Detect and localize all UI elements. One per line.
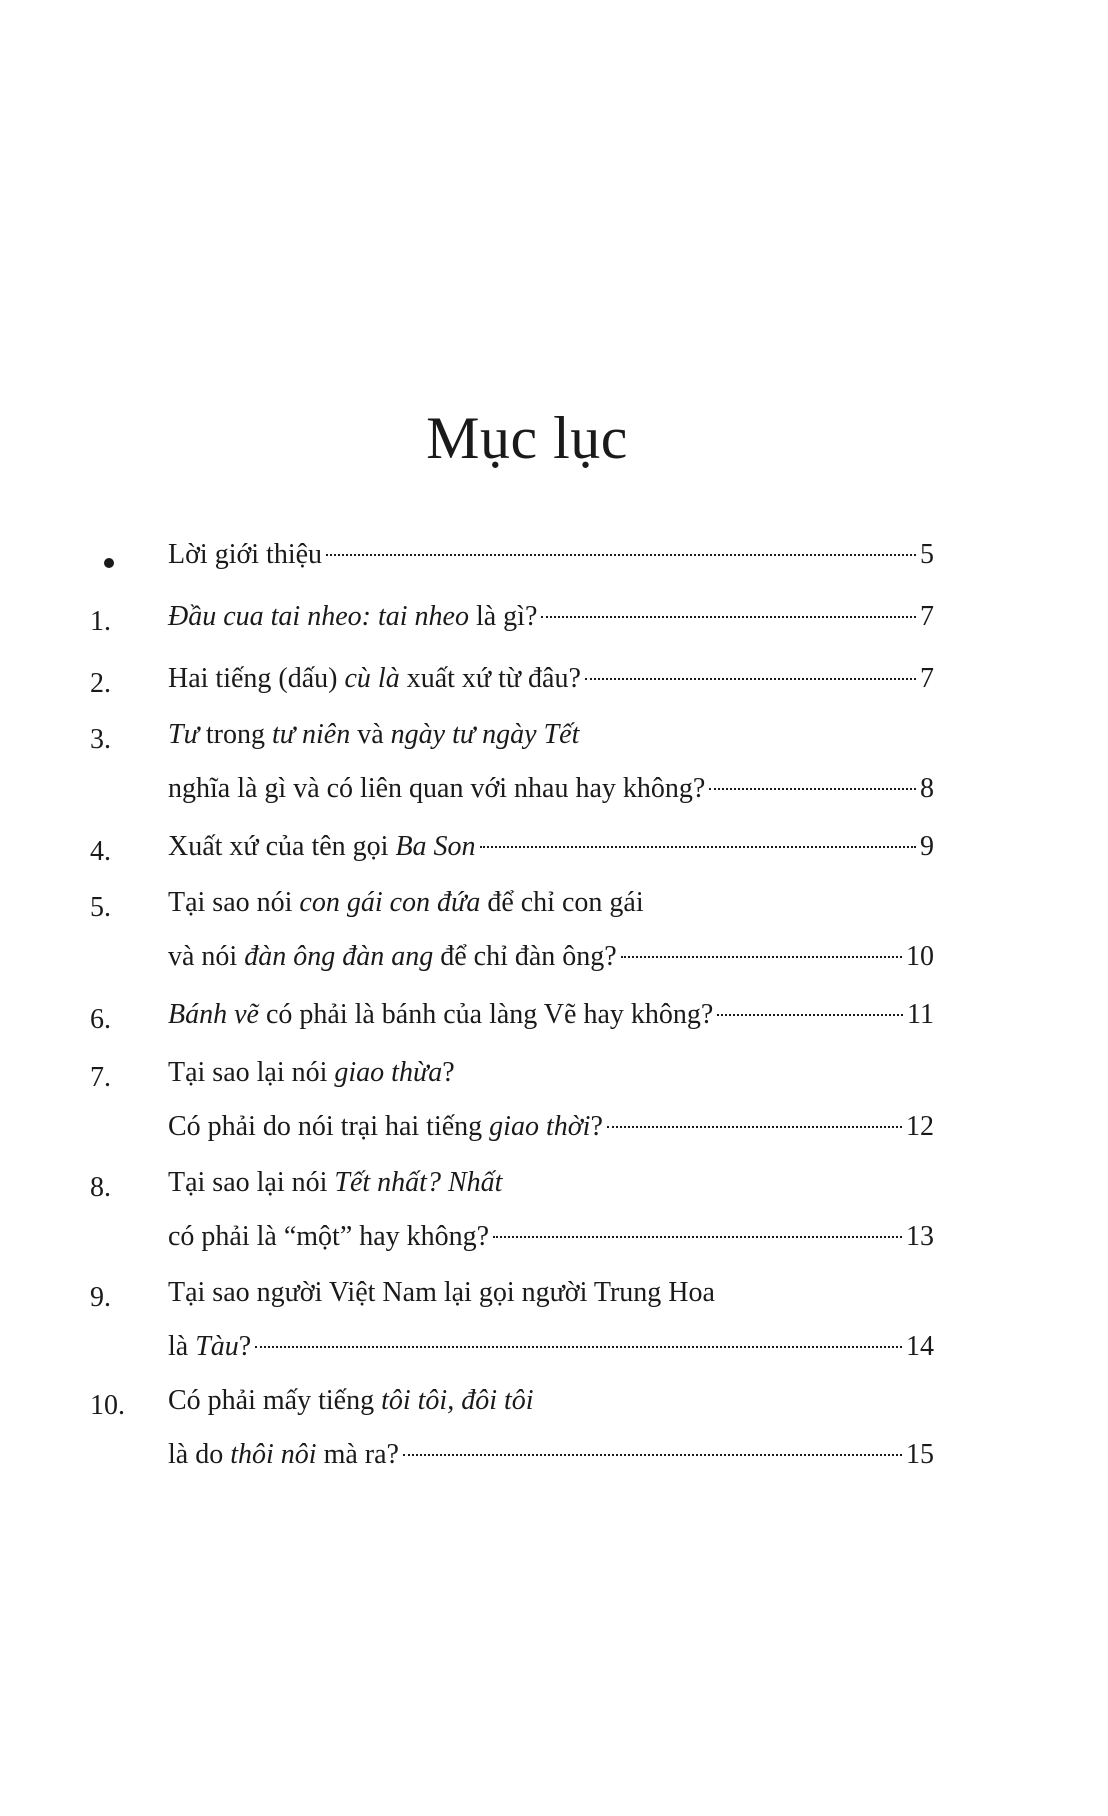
toc-entry-line[interactable]: [168, 1056, 934, 1090]
toc-entry-line[interactable]: [168, 886, 934, 920]
toc-entry-line[interactable]: [168, 772, 934, 806]
toc-entry-line[interactable]: [168, 1276, 934, 1310]
bullet-marker: [104, 558, 114, 568]
page-number: 13: [906, 1221, 934, 1252]
dot-leader: [326, 554, 916, 556]
text-segment: và: [350, 719, 391, 750]
toc-entry-line[interactable]: [168, 1220, 934, 1254]
toc-entry-line[interactable]: [168, 1166, 934, 1200]
italic-term: đàn ông đàn ang: [244, 941, 434, 972]
italic-term: Đầu cua tai nheo: tai nheo: [168, 601, 469, 632]
page-number: 10: [906, 941, 934, 972]
entry-number: 9.: [90, 1282, 111, 1313]
dot-leader: [607, 1126, 902, 1128]
text-segment: có phải là “một” hay không?: [168, 1221, 490, 1252]
dot-leader: [480, 846, 916, 848]
italic-term: tôi tôi, đôi tôi: [381, 1385, 534, 1416]
text-segment: là: [168, 1331, 196, 1362]
text-segment: nghĩa là gì và có liên quan với nhau hay không?: [168, 773, 706, 804]
toc-entry-text: [168, 998, 713, 1032]
dot-leader: [255, 1346, 902, 1348]
page-number: 7: [920, 663, 934, 694]
page-number: 14: [906, 1331, 934, 1362]
toc-entry-line[interactable]: [168, 718, 934, 752]
entry-number: 8.: [90, 1172, 111, 1203]
text-segment: là do: [168, 1439, 231, 1470]
toc-entry-text: [168, 1330, 251, 1364]
italic-term: Tàu: [195, 1331, 239, 1362]
toc-entry-text: [168, 1277, 715, 1308]
page-number: 7: [920, 601, 934, 632]
text-segment: Tại sao lại nói: [168, 1057, 335, 1088]
entry-number: 2.: [90, 668, 111, 699]
toc-entry-line[interactable]: [168, 538, 934, 572]
toc-entry-text: [168, 1220, 489, 1254]
toc-entry-line[interactable]: [168, 1384, 934, 1418]
italic-term: Tết nhất? Nhất: [334, 1167, 503, 1198]
toc-entry-text: [168, 887, 644, 918]
entry-number: 1.: [90, 606, 111, 637]
toc-entry-line[interactable]: [168, 662, 934, 696]
entry-number: 6.: [90, 1004, 111, 1035]
toc-entry-text: [168, 830, 476, 864]
toc-entry-line[interactable]: [168, 600, 934, 634]
text-segment: Tại sao nói: [168, 887, 300, 918]
text-segment: Xuất xứ của tên gọi: [168, 831, 396, 862]
text-segment: ?: [238, 1331, 252, 1362]
toc-entry-line[interactable]: [168, 1110, 934, 1144]
italic-term: giao thừa: [334, 1057, 443, 1088]
toc-entry-text: [168, 1385, 534, 1416]
dot-leader: [717, 1014, 903, 1016]
text-segment: có phải là bánh của làng Vẽ hay không?: [258, 999, 714, 1030]
text-segment: để chỉ đàn ông?: [433, 941, 617, 972]
toc-entry-text: [168, 600, 537, 634]
italic-term: giao thời: [489, 1111, 591, 1142]
entry-number: 4.: [90, 836, 111, 867]
text-segment: ?: [442, 1057, 455, 1088]
toc-entry-line[interactable]: [168, 1330, 934, 1364]
page-number: 5: [920, 539, 934, 570]
text-segment: Tại sao lại nói: [168, 1167, 335, 1198]
toc-entry-text: [168, 662, 581, 696]
toc-entry-text: [168, 772, 705, 806]
text-segment: ?: [590, 1111, 603, 1142]
toc-entry-text: [168, 1110, 603, 1144]
page-number: 12: [906, 1111, 934, 1142]
italic-term: thôi nôi: [230, 1439, 317, 1470]
page-number: 9: [920, 831, 934, 862]
text-segment: Có phải do nói trại hai tiếng: [168, 1111, 490, 1142]
page-number: 11: [907, 999, 934, 1030]
entry-number: 10.: [90, 1390, 125, 1421]
entry-number: 7.: [90, 1062, 111, 1093]
text-segment: là gì?: [468, 601, 538, 632]
toc-entry-line[interactable]: [168, 940, 934, 974]
text-segment: và nói: [168, 941, 245, 972]
toc-entry-text: [168, 538, 322, 572]
text-segment: Có phải mấy tiếng: [168, 1385, 382, 1416]
dot-leader: [403, 1454, 902, 1456]
text-segment: Hai tiếng (dấu): [168, 663, 345, 694]
italic-term: Bánh vẽ: [168, 999, 259, 1030]
toc-entry-line[interactable]: [168, 1438, 934, 1472]
dot-leader: [709, 788, 916, 790]
text-segment: để chỉ con gái: [480, 887, 644, 918]
page-title: Mục lục: [426, 405, 628, 471]
toc-entry-text: [168, 719, 579, 750]
toc-entry-line[interactable]: [168, 998, 934, 1032]
dot-leader: [541, 616, 916, 618]
text-segment: mà ra?: [316, 1439, 399, 1470]
italic-term: Tư: [168, 719, 199, 750]
entry-number: 3.: [90, 724, 111, 755]
text-segment: Tại sao người Việt Nam lại gọi người Trung Hoa: [168, 1277, 715, 1308]
text-segment: Lời giới thiệu: [168, 539, 323, 570]
dot-leader: [585, 678, 916, 680]
italic-term: cù là: [344, 663, 400, 694]
toc-entry-text: [168, 1057, 455, 1088]
toc-entry-text: [168, 940, 617, 974]
toc-entry-text: [168, 1167, 502, 1198]
italic-term: tư niên: [271, 719, 351, 750]
toc-entry-text: [168, 1438, 399, 1472]
italic-term: Ba Son: [395, 831, 476, 862]
text-segment: trong: [198, 719, 272, 750]
dot-leader: [493, 1236, 902, 1238]
page-number: 8: [920, 773, 934, 804]
entry-number: 5.: [90, 892, 111, 923]
toc-entry-line[interactable]: [168, 830, 934, 864]
italic-term: con gái con đứa: [299, 887, 481, 918]
dot-leader: [621, 956, 902, 958]
text-segment: xuất xứ từ đâu?: [399, 663, 581, 694]
italic-term: ngày tư ngày Tết: [390, 719, 580, 750]
page-number: 15: [906, 1439, 934, 1470]
